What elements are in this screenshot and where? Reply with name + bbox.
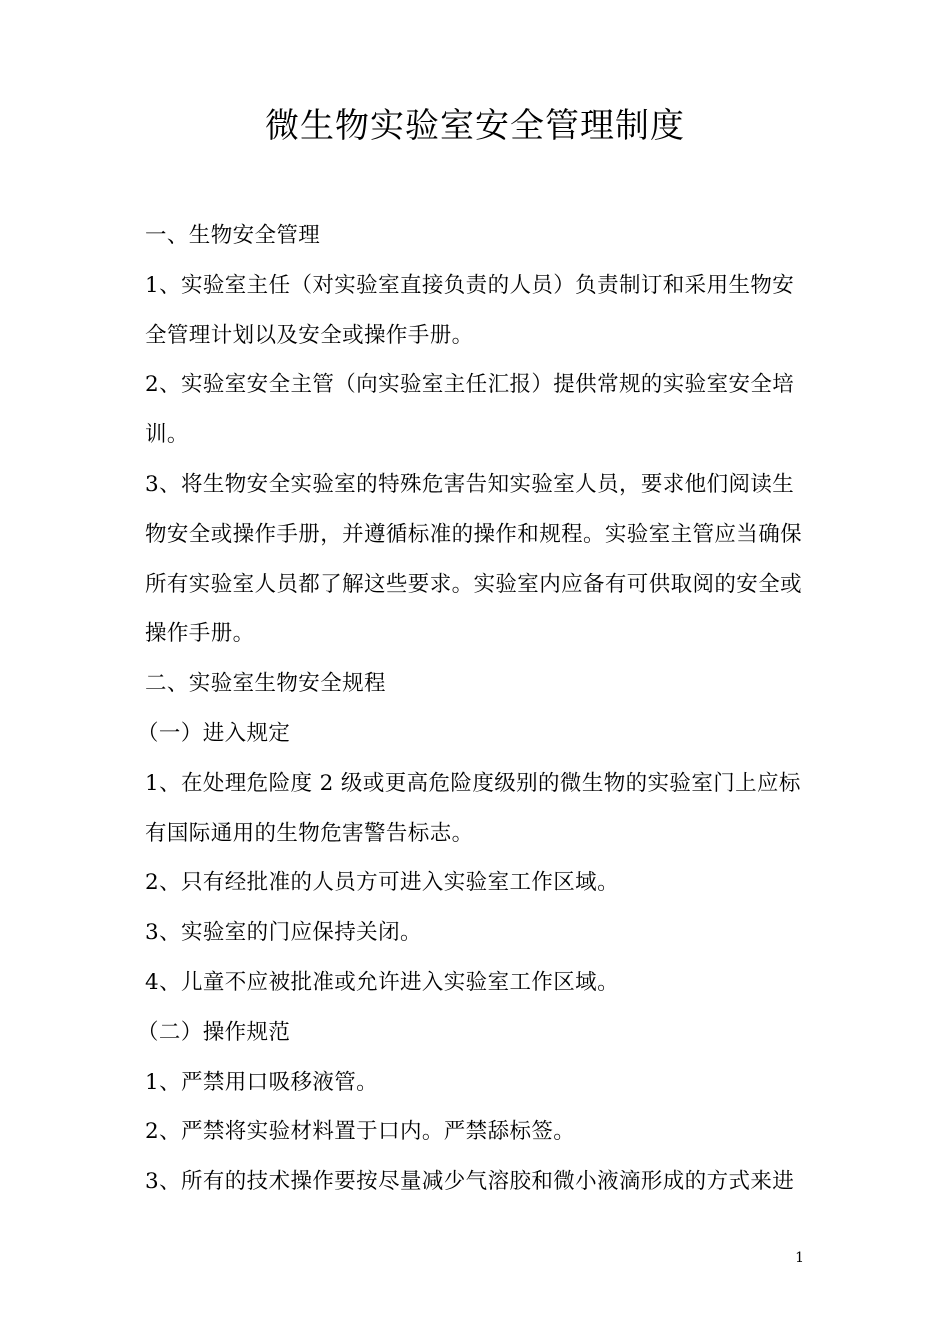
paragraph-line: 操作手册。	[145, 621, 255, 647]
paragraph-line: 1、实验室主任（对实验室直接负责的人员）负责制订和采用生物安	[145, 272, 795, 298]
paragraph-line: 有国际通用的生物危害警告标志。	[145, 820, 474, 846]
paragraph-line: 训。	[145, 422, 189, 448]
paragraph-line: 所有实验室人员都了解这些要求。实验室内应备有可供取阅的安全或	[145, 571, 803, 597]
page-number: 1	[795, 1250, 804, 1266]
paragraph-line: 1、在处理危险度 2 级或更高危险度级别的微生物的实验室门上应标	[145, 770, 801, 796]
paragraph-line: 3、将生物安全实验室的特殊危害告知实验室人员，要求他们阅读生	[145, 471, 795, 497]
paragraph-line: 1、严禁用口吸移液管。	[145, 1069, 379, 1095]
paragraph-line: 2、只有经批准的人员方可进入实验室工作区域。	[145, 870, 619, 896]
subsection-heading: （一）进入规定	[137, 720, 291, 746]
section-heading: 一、生物安全管理	[145, 223, 321, 248]
subsection-heading: （二）操作规范	[137, 1019, 291, 1045]
paragraph-line: 2、严禁将实验材料置于口内。严禁舔标签。	[145, 1119, 576, 1145]
paragraph-line: 全管理计划以及安全或操作手册。	[145, 322, 474, 348]
paragraph-line: 3、所有的技术操作要按尽量减少气溶胶和微小液滴形成的方式来进	[145, 1169, 795, 1195]
document-body	[137, 211, 810, 1207]
paragraph-line: 物安全或操作手册，并遵循标准的操作和规程。实验室主管应当确保	[145, 521, 803, 547]
section-heading: 二、实验室生物安全规程	[145, 671, 386, 697]
paragraph-line: 4、儿童不应被批准或允许进入实验室工作区域。	[145, 969, 619, 995]
document-title: 微生物实验室安全管理制度	[265, 106, 685, 146]
paragraph-line: 2、实验室安全主管（向实验室主任汇报）提供常规的实验室安全培	[145, 372, 795, 398]
paragraph-line: 3、实验室的门应保持关闭。	[145, 920, 422, 946]
